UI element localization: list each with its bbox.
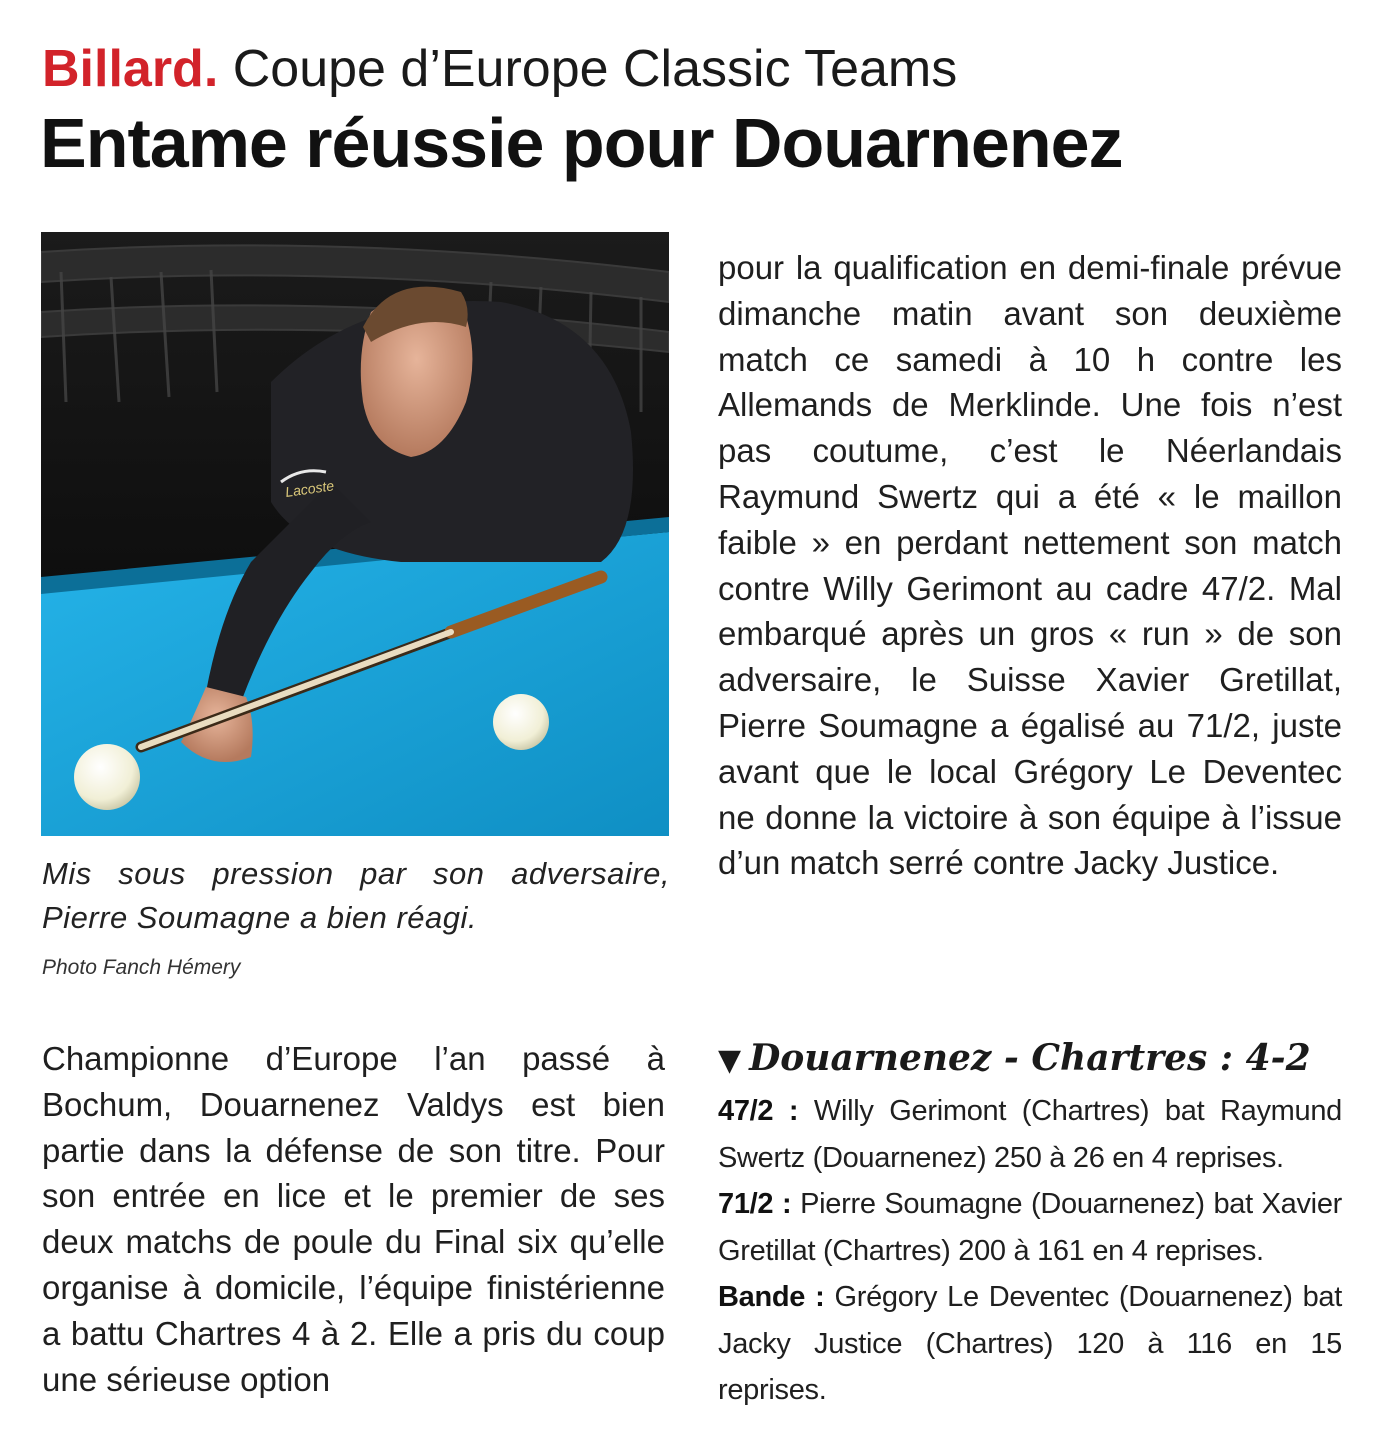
results-title: Douarnenez - Chartres : 4-2	[749, 1037, 1311, 1079]
photo-credit: Photo Fanch Hémery	[42, 956, 241, 979]
article-body-left: Championne d’Europe l’an passé à Bochum, Douarnenez Valdys est bien partie dans la défense de son titre. Pour son entrée en lice et le premier de ses deux matchs de poule du Final six qu’elle organise à domicile, l’équipe finistérienne a battu Chartres 4 à 2. Elle a pris du coup une sérieuse option	[42, 1040, 665, 1398]
result-discipline: 71/2 :	[718, 1188, 792, 1220]
billiard-player-illustration	[41, 232, 669, 836]
article-topic: Coupe d’Europe Classic Teams	[232, 40, 958, 98]
result-item	[718, 1181, 1342, 1274]
result-text: Willy Gerimont (Chartres) bat Raymund Swertz (Douarnenez) 250 à 26 en 4 reprises.	[718, 1095, 1342, 1174]
svg-text:Lacoste: Lacoste	[284, 477, 335, 500]
result-discipline: 47/2 :	[718, 1095, 799, 1127]
result-text: Grégory Le Deventec (Douarnenez) bat Jacky Justice (Chartres) 120 à 116 en 15 reprises.	[718, 1281, 1342, 1406]
results-heading	[718, 1036, 1342, 1083]
photo-caption: Mis sous pression par son adversaire, Pierre Soumagne a bien réagi.	[42, 856, 670, 935]
section-rubric: Billard.	[42, 40, 219, 98]
result-discipline: Bande :	[718, 1281, 825, 1313]
article-photo	[41, 232, 669, 836]
article-kicker	[42, 38, 957, 100]
result-text: Pierre Soumagne (Douarnenez) bat Xavier Gretillat (Chartres) 200 à 161 en 4 reprises.	[718, 1188, 1343, 1267]
headline: Entame réussie pour Douarnenez	[40, 104, 1123, 182]
result-item	[718, 1274, 1342, 1414]
triangle-down-icon: ▼	[718, 1043, 742, 1078]
results-list	[718, 1088, 1342, 1414]
article-body-right: pour la qualification en demi-finale prévue dimanche matin avant son deuxième match ce samedi à 10 h contre les Allemands de Merklinde. Une fois n’est pas coutume, c’est le Néerlandais Raymund Swertz qui a été « le maillon faible » en perdant nettement son match contre Willy Gerimont au cadre 47/2. Mal embarqué après un gros « run » de son adversaire, le Suisse Xavier Gretillat, Pierre Soumagne a égalisé au 71/2, juste avant que le local Grégory Le Deventec ne donne la victoire à son équipe à l’issue d’un match serré contre Jacky Justice.	[718, 249, 1342, 882]
result-item	[718, 1088, 1342, 1181]
